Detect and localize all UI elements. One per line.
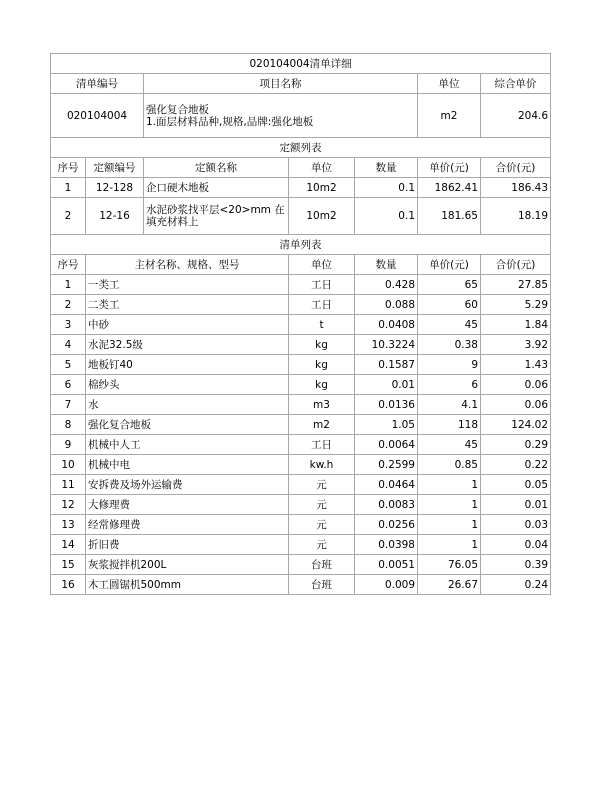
material-no: 13	[51, 515, 86, 535]
material-section-title: 清单列表	[51, 235, 551, 255]
quota-qty: 0.1	[355, 198, 418, 235]
material-header-row	[51, 255, 551, 275]
item-header-row	[51, 74, 551, 94]
material-no: 15	[51, 555, 86, 575]
material-no: 12	[51, 495, 86, 515]
header-price: 综合单价	[481, 74, 551, 94]
material-qty: 0.0464	[355, 475, 418, 495]
material-row	[51, 335, 551, 355]
material-qty: 0.01	[355, 375, 418, 395]
page-title: 020104004清单详细	[51, 54, 551, 74]
material-price: 65	[418, 275, 481, 295]
material-qty: 0.009	[355, 575, 418, 595]
material-qty: 0.0083	[355, 495, 418, 515]
material-qty: 1.05	[355, 415, 418, 435]
material-no: 16	[51, 575, 86, 595]
material-unit: 元	[289, 535, 355, 555]
quota-unit: 10m2	[289, 178, 355, 198]
quota-unit: 10m2	[289, 198, 355, 235]
quota-price: 1862.41	[418, 178, 481, 198]
material-unit: t	[289, 315, 355, 335]
material-row	[51, 275, 551, 295]
item-code: 020104004	[51, 94, 144, 138]
item-name	[144, 94, 418, 138]
material-no: 4	[51, 335, 86, 355]
item-row	[51, 94, 551, 138]
material-unit: 台班	[289, 575, 355, 595]
material-unit: 元	[289, 515, 355, 535]
material-qty: 0.088	[355, 295, 418, 315]
material-price: 9	[418, 355, 481, 375]
material-price: 1	[418, 515, 481, 535]
material-no: 6	[51, 375, 86, 395]
quota-header-name: 定额名称	[144, 158, 289, 178]
quota-header-code: 定额编号	[86, 158, 144, 178]
material-name: 水泥32.5级	[86, 335, 289, 355]
material-price: 4.1	[418, 395, 481, 415]
material-name: 木工圆锯机500mm	[86, 575, 289, 595]
quota-section-title: 定额列表	[51, 138, 551, 158]
quota-header-row	[51, 158, 551, 178]
material-row	[51, 495, 551, 515]
material-row	[51, 315, 551, 335]
material-header-qty: 数量	[355, 255, 418, 275]
material-row	[51, 295, 551, 315]
material-total: 0.24	[481, 575, 551, 595]
material-no: 14	[51, 535, 86, 555]
material-price: 26.67	[418, 575, 481, 595]
quota-total: 186.43	[481, 178, 551, 198]
material-price: 0.38	[418, 335, 481, 355]
material-total: 3.92	[481, 335, 551, 355]
material-unit: 工日	[289, 275, 355, 295]
quota-qty: 0.1	[355, 178, 418, 198]
material-qty: 0.0136	[355, 395, 418, 415]
material-row	[51, 535, 551, 555]
material-no: 9	[51, 435, 86, 455]
quota-code: 12-16	[86, 198, 144, 235]
material-total: 0.22	[481, 455, 551, 475]
material-price: 0.85	[418, 455, 481, 475]
material-qty: 10.3224	[355, 335, 418, 355]
material-name: 经常修理费	[86, 515, 289, 535]
quota-no: 1	[51, 178, 86, 198]
material-unit: 元	[289, 475, 355, 495]
material-name: 灰浆搅拌机200L	[86, 555, 289, 575]
material-unit: m3	[289, 395, 355, 415]
material-name: 机械中电	[86, 455, 289, 475]
material-row	[51, 375, 551, 395]
material-row	[51, 415, 551, 435]
material-qty: 0.0408	[355, 315, 418, 335]
material-total: 0.03	[481, 515, 551, 535]
header-code: 清单编号	[51, 74, 144, 94]
material-price: 1	[418, 535, 481, 555]
material-total: 1.43	[481, 355, 551, 375]
quota-code: 12-128	[86, 178, 144, 198]
material-total: 0.01	[481, 495, 551, 515]
material-price: 118	[418, 415, 481, 435]
header-unit: 单位	[418, 74, 481, 94]
material-unit: kg	[289, 375, 355, 395]
material-list	[51, 275, 551, 595]
material-no: 11	[51, 475, 86, 495]
material-name: 水	[86, 395, 289, 415]
material-header-no: 序号	[51, 255, 86, 275]
material-row	[51, 555, 551, 575]
item-name-line2: 1.面层材料品种,规格,品牌:强化地板	[146, 115, 314, 128]
material-unit: kg	[289, 355, 355, 375]
material-total: 0.04	[481, 535, 551, 555]
material-total: 27.85	[481, 275, 551, 295]
quota-header-unit: 单位	[289, 158, 355, 178]
material-header-name: 主材名称、规格、型号	[86, 255, 289, 275]
quota-row	[51, 198, 551, 235]
material-no: 1	[51, 275, 86, 295]
material-unit: 工日	[289, 435, 355, 455]
material-name: 棉纱头	[86, 375, 289, 395]
quota-name: 企口硬木地板	[144, 178, 289, 198]
material-no: 3	[51, 315, 86, 335]
material-header-price: 单价(元)	[418, 255, 481, 275]
material-price: 45	[418, 315, 481, 335]
item-price: 204.6	[481, 94, 551, 138]
material-total: 0.05	[481, 475, 551, 495]
quota-no: 2	[51, 198, 86, 235]
material-name: 地板钉40	[86, 355, 289, 375]
material-title-row	[51, 235, 551, 255]
material-unit: 元	[289, 495, 355, 515]
material-no: 8	[51, 415, 86, 435]
item-unit: m2	[418, 94, 481, 138]
material-name: 折旧费	[86, 535, 289, 555]
material-qty: 0.0256	[355, 515, 418, 535]
material-total: 5.29	[481, 295, 551, 315]
material-no: 2	[51, 295, 86, 315]
item-name-line1: 强化复合地板	[146, 103, 209, 116]
material-row	[51, 575, 551, 595]
quota-total: 18.19	[481, 198, 551, 235]
quota-name: 水泥砂浆找平层<20>mm 在填充材料上	[144, 198, 289, 235]
material-unit: kg	[289, 335, 355, 355]
quota-price: 181.65	[418, 198, 481, 235]
material-total: 1.84	[481, 315, 551, 335]
bill-detail-table	[50, 53, 551, 595]
material-total: 0.39	[481, 555, 551, 575]
material-row	[51, 515, 551, 535]
title-row	[51, 54, 551, 74]
material-price: 1	[418, 475, 481, 495]
material-qty: 0.1587	[355, 355, 418, 375]
material-total: 0.06	[481, 375, 551, 395]
material-qty: 0.0051	[355, 555, 418, 575]
material-price: 1	[418, 495, 481, 515]
material-header-total: 合价(元)	[481, 255, 551, 275]
quota-header-price: 单价(元)	[418, 158, 481, 178]
material-price: 6	[418, 375, 481, 395]
quota-row	[51, 178, 551, 198]
material-qty: 0.0398	[355, 535, 418, 555]
material-total: 0.06	[481, 395, 551, 415]
material-name: 大修理费	[86, 495, 289, 515]
material-price: 76.05	[418, 555, 481, 575]
material-total: 124.02	[481, 415, 551, 435]
material-header-unit: 单位	[289, 255, 355, 275]
material-row	[51, 395, 551, 415]
header-name: 项目名称	[144, 74, 418, 94]
material-name: 安拆费及场外运输费	[86, 475, 289, 495]
material-no: 10	[51, 455, 86, 475]
material-name: 二类工	[86, 295, 289, 315]
material-row	[51, 355, 551, 375]
quota-header-total: 合价(元)	[481, 158, 551, 178]
material-qty: 0.0064	[355, 435, 418, 455]
material-price: 45	[418, 435, 481, 455]
material-name: 机械中人工	[86, 435, 289, 455]
material-no: 5	[51, 355, 86, 375]
material-unit: 台班	[289, 555, 355, 575]
material-total: 0.29	[481, 435, 551, 455]
material-name: 中砂	[86, 315, 289, 335]
material-unit: 工日	[289, 295, 355, 315]
material-row	[51, 435, 551, 455]
material-qty: 0.2599	[355, 455, 418, 475]
quota-title-row	[51, 138, 551, 158]
material-no: 7	[51, 395, 86, 415]
material-row	[51, 475, 551, 495]
material-name: 强化复合地板	[86, 415, 289, 435]
quota-header-no: 序号	[51, 158, 86, 178]
material-unit: kw.h	[289, 455, 355, 475]
material-price: 60	[418, 295, 481, 315]
material-name: 一类工	[86, 275, 289, 295]
material-row	[51, 455, 551, 475]
quota-header-qty: 数量	[355, 158, 418, 178]
material-unit: m2	[289, 415, 355, 435]
material-qty: 0.428	[355, 275, 418, 295]
